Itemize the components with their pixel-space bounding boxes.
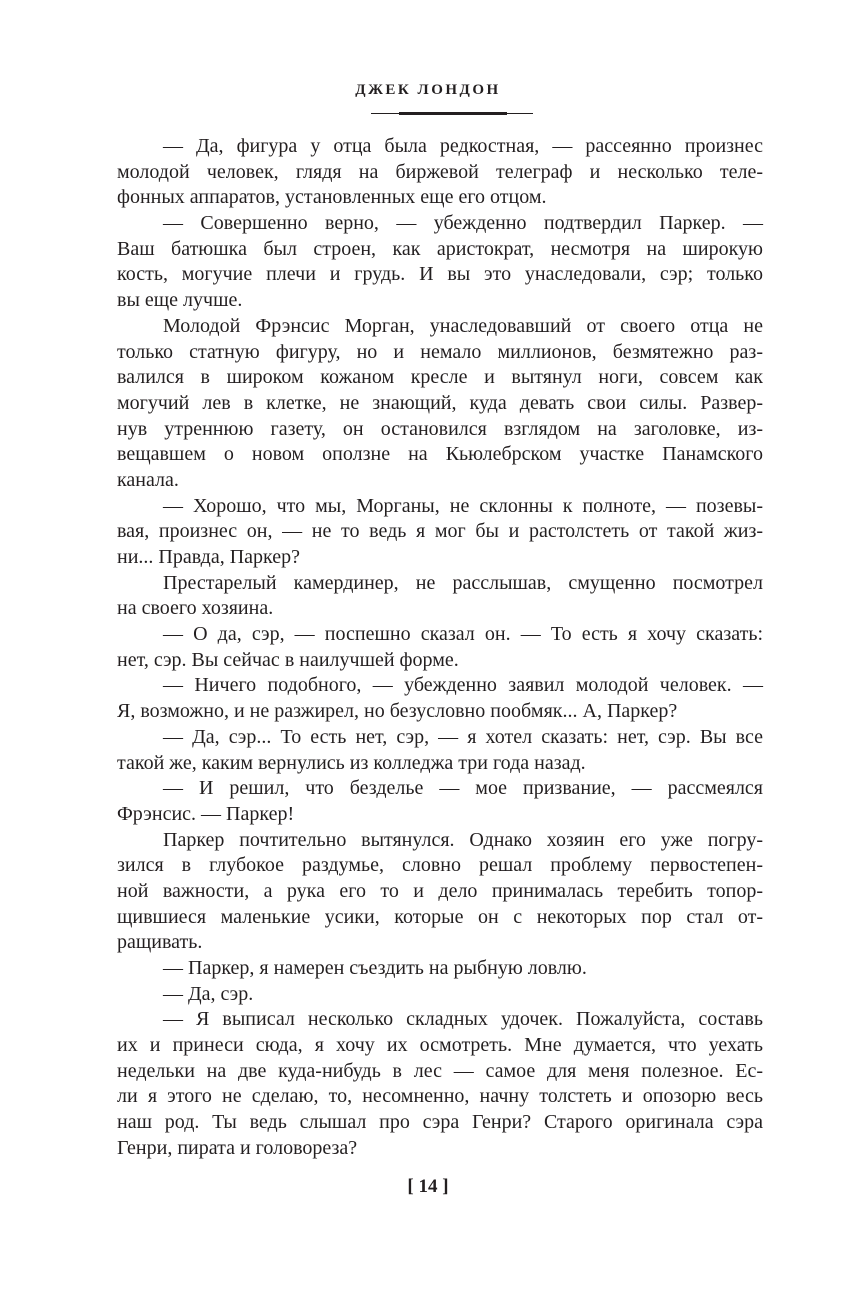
text-line: такой же, каким вернулись из колледжа три года назад. [117,751,586,774]
text-line: вещавшем о новом оползне на Кьюлебрском участке Панамского [117,443,763,466]
text-line: нет, сэр. Вы сейчас в наилучшей форме. [117,648,459,671]
text-line: недельки на две куда-нибудь в лес — самое для меня полезное. Ес- [117,1059,763,1082]
body-text [117,134,763,1162]
paragraph [117,673,763,724]
text-line: фонных аппаратов, установленных еще его отцом. [117,186,547,209]
text-line: Ваш батюшка был строен, как аристократ, несмотря на широкую [117,237,763,260]
text-line: Я, возможно, и не разжирел, но безусловно пообмяк... А, Паркер? [117,700,678,723]
text-line: ной важности, а рука его то и дело принималась теребить топор- [117,879,763,902]
paragraph [117,982,763,1008]
text-line: — Да, сэр... То есть нет, сэр, — я хотел сказать: нет, сэр. Вы все [163,725,763,748]
text-line: Фрэнсис. — Паркер! [117,802,295,825]
paragraph [117,571,763,622]
paragraph [117,828,763,956]
text-line: могучий лев в клетке, не знающий, куда девать свои силы. Развер- [117,391,763,414]
running-head-author: ДЖЕК ЛОНДОН [355,82,501,98]
text-line: щившиеся маленькие усики, которые он с некоторых пор стал от- [117,905,763,928]
text-line: Генри, пирата и головореза? [117,1136,358,1159]
paragraph [117,776,763,827]
text-line: кость, могучие плечи и грудь. И вы это унаследовали, сэр; только [117,263,763,286]
paragraph [117,211,763,314]
text-line: — Хорошо, что мы, Морганы, не склонны к полноте, — позевы- [163,494,763,517]
text-line: только статную фигуру, но и немало миллионов, безмятежно раз- [117,340,763,363]
text-line: ращивать. [117,931,203,954]
text-line: валился в широком кожаном кресле и вытянул ноги, совсем как [117,366,763,389]
text-line: Престарелый камердинер, не расслышав, смущенно посмотрел [163,571,763,594]
text-line: вы еще лучше. [117,289,243,312]
paragraph [117,725,763,776]
text-line: зился в глубокое раздумье, словно решал проблему первостепен- [117,854,763,877]
paragraph [117,1007,763,1161]
text-line: Паркер почтительно вытянулся. Однако хозяин его уже погру- [163,828,763,851]
text-line: нув утреннюю газету, он остановился взглядом на заголовке, из- [117,417,763,440]
header-rule-accent [399,112,507,115]
text-line: — О да, сэр, — поспешно сказал он. — То есть я хочу сказать: [163,623,763,646]
paragraph [117,622,763,673]
text-line: — И решил, что безделье — мое призвание, — рассмеялся [163,777,763,800]
paragraph [117,956,763,982]
text-line: — Я выписал несколько складных удочек. Пожалуйста, составь [163,1008,763,1031]
text-line: — Да, фигура у отца была редкостная, — рассеянно произнес [163,135,763,157]
paragraph [117,134,763,211]
text-line: ни... Правда, Паркер? [117,546,301,568]
text-line: — Ничего подобного, — убежденно заявил молодой человек. — [163,674,763,697]
text-line: — Совершенно верно, — убежденно подтвердил Паркер. — [163,212,763,235]
text-line: Молодой Фрэнсис Морган, унаследовавший от своего отца не [163,314,763,337]
text-line: наш род. Ты ведь слышал про сэра Генри? Старого оригинала сэра [117,1111,763,1134]
text-line: их и принеси сюда, я хочу их осмотреть. Мне думается, что уехать [117,1034,763,1057]
text-line: ли я этого не сделаю, то, несомненно, начну толстеть и опозорю весь [117,1085,763,1108]
paragraph [117,494,763,571]
text-line: — Да, сэр. [163,982,254,1005]
text-line: канала. [117,468,179,491]
text-line: вая, произнес он, — не то ведь я мог бы и растолстеть от такой жиз- [117,520,763,543]
paragraph [117,314,763,494]
text-line: на своего хозяина. [117,597,274,620]
text-line: — Паркер, я намерен съездить на рыбную ловлю. [163,957,587,979]
page-number: [ 14 ] [407,1176,449,1197]
text-line: молодой человек, глядя на биржевой телеграф и несколько теле- [117,160,763,183]
